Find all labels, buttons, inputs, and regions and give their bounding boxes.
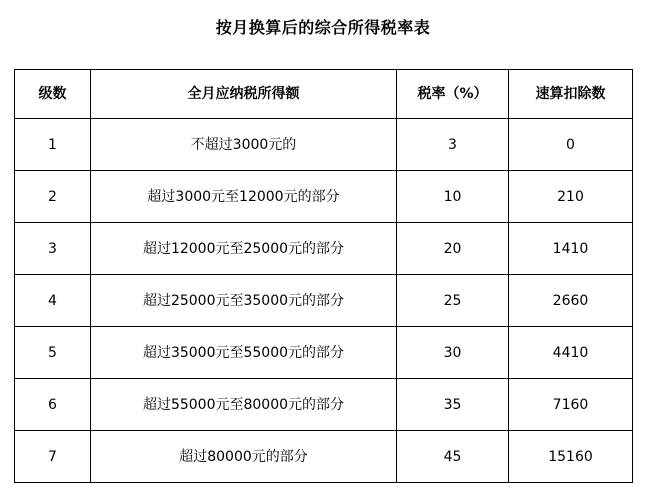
cell-level: 6 [15,379,91,431]
column-header-tax-rate: 税率（%） [397,70,509,119]
cell-quick-deduction: 2660 [509,275,633,327]
cell-quick-deduction: 7160 [509,379,633,431]
table-row [15,119,633,171]
page-title: 按月换算后的综合所得税率表 [215,18,431,37]
cell-taxable-income: 超过80000元的部分 [91,431,397,483]
cell-tax-rate: 35 [397,379,509,431]
table-row [15,171,633,223]
cell-tax-rate: 25 [397,275,509,327]
table-row [15,275,633,327]
cell-tax-rate: 10 [397,171,509,223]
cell-taxable-income: 超过35000元至55000元的部分 [91,327,397,379]
cell-tax-rate: 3 [397,119,509,171]
column-header-quick-deduction: 速算扣除数 [509,70,633,119]
cell-taxable-income: 超过12000元至25000元的部分 [91,223,397,275]
cell-quick-deduction: 0 [509,119,633,171]
cell-taxable-income: 超过3000元至12000元的部分 [91,171,397,223]
cell-tax-rate: 30 [397,327,509,379]
tax-table-container [0,39,646,483]
table-row [15,223,633,275]
cell-level: 5 [15,327,91,379]
cell-level: 4 [15,275,91,327]
table-row [15,431,633,483]
cell-taxable-income: 超过55000元至80000元的部分 [91,379,397,431]
table-row [15,327,633,379]
cell-quick-deduction: 210 [509,171,633,223]
column-header-level: 级数 [15,70,91,119]
table-header-row [15,70,633,119]
cell-tax-rate: 20 [397,223,509,275]
cell-quick-deduction: 4410 [509,327,633,379]
column-header-taxable-income: 全月应纳税所得额 [91,70,397,119]
cell-level: 1 [15,119,91,171]
table-body [15,119,633,483]
cell-quick-deduction: 15160 [509,431,633,483]
cell-level: 3 [15,223,91,275]
cell-level: 7 [15,431,91,483]
table-row [15,379,633,431]
cell-level: 2 [15,171,91,223]
cell-taxable-income: 不超过3000元的 [91,119,397,171]
cell-quick-deduction: 1410 [509,223,633,275]
tax-rate-table [14,69,633,483]
cell-tax-rate: 45 [397,431,509,483]
cell-taxable-income: 超过25000元至35000元的部分 [91,275,397,327]
